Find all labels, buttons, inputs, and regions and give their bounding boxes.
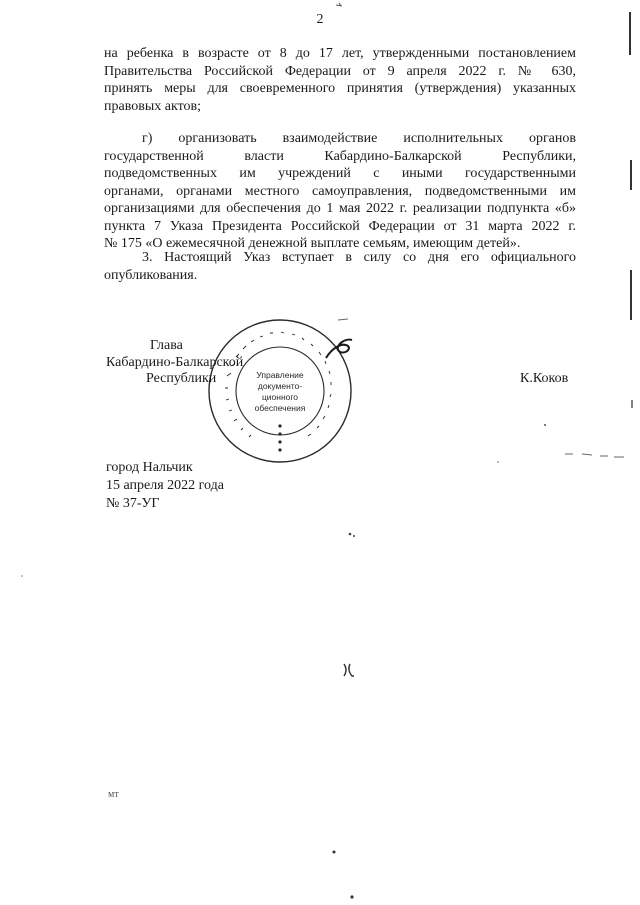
page-number: 2 (316, 12, 324, 27)
city: город Нальчик (106, 460, 193, 475)
signature-title: Глава (150, 338, 183, 353)
text-line: принять меры для своевременного принятия (утверждения) указанных (104, 81, 576, 96)
text-line: правовых актов; (104, 98, 202, 114)
date: 15 апреля 2022 года (106, 478, 224, 493)
text-line: 3. Настоящий Указ вступает в силу со дня его официального (142, 250, 576, 265)
text-line: пункта 7 Указа Президента Российской Федерации от 31 марта 2022 г. (104, 218, 576, 234)
signature-org-line-2: Республики (146, 371, 217, 386)
seal-line: документо- (257, 381, 303, 391)
margin-mark: мт (108, 789, 119, 800)
text-line: органами, органами местного самоуправления, подведомственными им (104, 183, 576, 199)
text-line: Правительства Российской Федерации от 9 апреля 2022 г. № 630, (104, 63, 576, 79)
signatory-name: К.Коков (520, 371, 569, 386)
text-line: г) организовать взаимодействие исполнительных органов (142, 131, 576, 146)
seal-line: обеспечения (254, 403, 306, 413)
text-line: государственной власти Кабардино-Балкарской Республики, (104, 148, 576, 164)
signature-org-line-1: Кабардино-Балкарской (106, 355, 244, 370)
text-line: опубликования. (104, 267, 198, 283)
decree-number: № 37-УГ (106, 496, 160, 511)
seal-line: Управление (256, 370, 304, 380)
text-line: организациями для обеспечения до 1 мая 2022 г. реализации подпункта «б» (104, 201, 576, 216)
text-line: № 175 «О ежемесячной денежной выплате семьям, имеющим детей». (104, 236, 521, 251)
seal-line: ционного (261, 392, 299, 402)
text-line: подведомственных им учреждений с иными государственными (104, 166, 576, 181)
text-line: на ребенка в возрасте от 8 до 17 лет, утвержденными постановлением (104, 46, 576, 61)
